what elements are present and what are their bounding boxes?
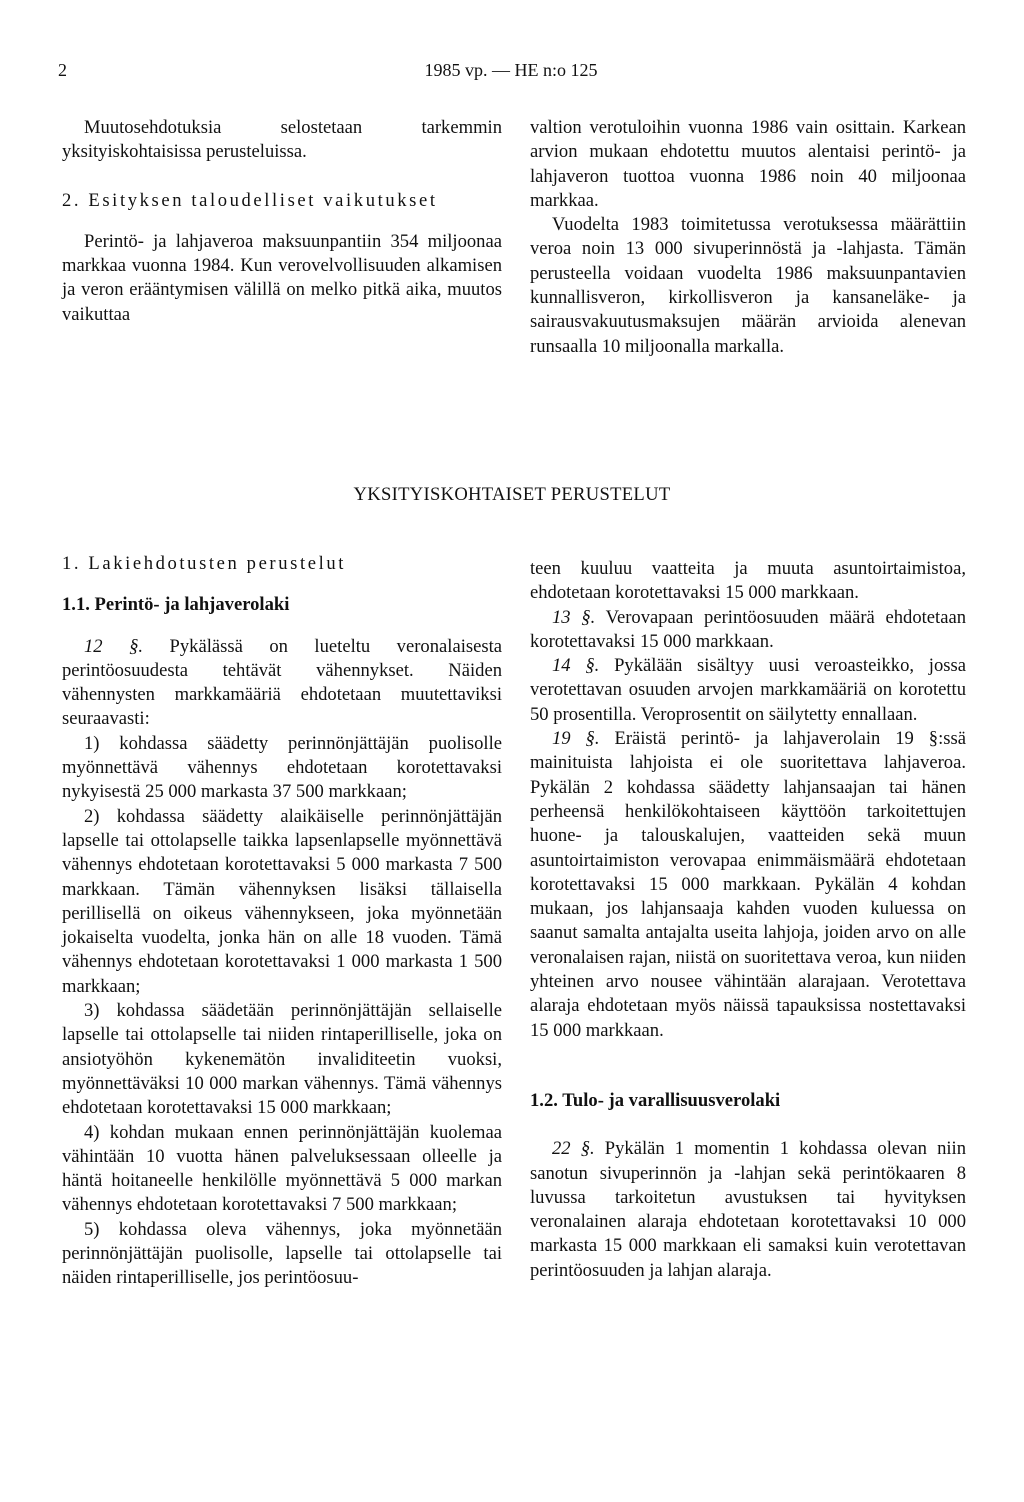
list-item-2: 2) kohdassa säädetty alaikäiselle perinnönjättäjän lapselle tai ottolapselle taikka lapsenlapselle myönnettävä vähennys ehdotetaan korotettavaksi 5 000 markasta 7 500 markkaan. Tämän vähennyksen lisäksi tällaisella perillisellä on oikeus vähennykseen, joka myönnetään jokaiselta vuodelta, jonka hän on alle 18 vuoden. Tämä vähennys ehdotetaan korotettavaksi 1 000 markasta 1 500 markkaan; (62, 805, 502, 997)
section-number-22: 22 §. (552, 1138, 595, 1160)
item-5-continuation: teen kuuluu vaatteita ja muuta asuntoirtaimistoa, ehdotetaan korotettavaksi 15 000 markkaan. (530, 558, 966, 604)
subsection-heading-inheritance-tax: 1.1. Perintö- ja lahjaverolaki (62, 594, 290, 616)
section-number-19: 19 §. (552, 728, 600, 750)
paragraph-19 (530, 727, 966, 1043)
paragraph-13 (530, 606, 966, 655)
right-column-bottom (530, 557, 966, 1283)
paragraph-22-text: Pykälän 1 momentin 1 kohdassa olevan niin sanotun sivuperinnön ja -lahjan sekä perintökaaren 8 luvussa tarkoitetun avustuksen tai hyvityksen veronalainen alaraja ehdotetaan korotettavaksi 10 000 markasta 15 000 markkaan eli samaksi kuin verotettavan perintöosuuden ja lahjan alaraja. (530, 1138, 966, 1281)
section-heading-justifications: 1. Lakiehdotusten perustelut (62, 553, 346, 574)
page-number: 2 (58, 60, 67, 80)
paragraph-13-text: Verovapaan perintöosuuden määrä ehdotetaan korotettavaksi 15 000 markkaan. (530, 606, 967, 652)
list-item-4: 4) kohdan mukaan ennen perinnönjättäjän kuolemaa vähintään 10 vuotta hänen palveluksessaan olleelle ja häntä hoitaneelle henkilölle myönnettävä 5 000 markan vähennys ehdotetaan korotettavaksi 7 500 markkaan; (62, 1121, 502, 1216)
municipal-tax-paragraph: Vuodelta 1983 toimitetussa verotuksessa määrättiin veroa noin 13 000 sivuperinnöstä ja -lahjasta. Tämän perusteella voidaan vuodelta 1986 maksuunpantavien kunnallisveron, kirkollisveron ja kansaneläke- ja sairausvakuutusmaksujen määrän arvioida alenevan runsaalla 10 miljoonalla markalla. (530, 214, 966, 357)
economic-effects-paragraph: Perintö- ja lahjaveroa maksuunpantiin 354 miljoonaa markkaa vuonna 1984. Kun verovelvollisuuden alkamisen ja veron erääntymisen välillä on melko pitkä aika, muutos vaikuttaa (62, 230, 502, 325)
paragraph-19-text: Eräistä perintö- ja lahjaverolain 19 §:ssä mainituista lahjoista ei ole suoritettava lahjaveroa. Pykälän 2 kohdassa säädetty lahjansaajan tai hänen perheensä henkilökohtaiseen käyttöön tarkoitettujen huone- ja talouskalujen, vaatteiden sekä muun asuntoirtaimiston verovapaa enimmäismäärä ehdotetaan korotettavaksi 15 000 markkaan. Pykälän 4 kohdan mukaan, jos lahjansaaja kahden vuoden kuluessa on saanut samalta antajalta useita lahjoja, joiden arvo on alle veronalaisen rajan, niistä on suoritettava veroa, kun niiden yhteinen arvo nousee vähintään alarajaan. Verotettava alaraja ehdotetaan myös näissä tapauksissa nostettavaksi 15 000 markkaan. (530, 728, 966, 1041)
running-title: 1985 vp. — HE n:o 125 (424, 60, 598, 80)
section-number-14: 14 §. (552, 655, 600, 677)
right-column-top (530, 116, 966, 359)
paragraph-14 (530, 654, 966, 727)
main-title: YKSITYISKOHTAISET PERUSTELUT (353, 484, 671, 505)
revenue-paragraph: valtion verotuloihin vuonna 1986 vain osittain. Karkean arvion mukaan ehdotettu muutos alentaisi perintö- ja lahjaveron tuottoa vuonna 1986 noin 40 miljoonaa markkaa. (530, 117, 966, 211)
section-number-12: 12 §. (84, 635, 144, 657)
left-column-bottom (62, 552, 502, 1291)
list-item-3: 3) kohdassa säädetään perinnönjättäjän sellaiselle lapselle tai ottolapselle tai niiden rintaperilliselle, joka on ansiotyöhön kykenemätön invaliditeetin vuoksi, myönnettäväksi 10 000 markan vähennys. Tämä vähennys ehdotetaan korotettavaksi 15 000 markkaan; (62, 1000, 502, 1119)
paragraph-12 (62, 635, 502, 732)
paragraph-12-text: Pykälässä on lueteltu veronalaisesta perintöosuudesta tehtävät vähennykset. Näiden vähennysten markkamääriä ehdotetaan muutettaviksi seuraavasti: (62, 635, 503, 730)
list-item-5: 5) kohdassa oleva vähennys, joka myönnetään perinnönjättäjän puolisolle, lapselle tai ottolapselle tai näiden rintaperilliselle, jos perintöosuu- (62, 1218, 502, 1289)
page-header (58, 60, 964, 86)
list-item-1: 1) kohdassa säädetty perinnönjättäjän puolisolle myönnettävä vähennys ehdotetaan korotettavaksi nykyisestä 25 000 markasta 37 500 markkaan; (62, 732, 502, 803)
paragraph-14-text: Pykälään sisältyy uusi veroasteikko, jossa verotettavan osuuden arvojen markkamääriä on korotettu 50 prosentilla. Veroprosentit on säilytetty ennallaan. (530, 655, 966, 725)
intro-paragraph: Muutosehdotuksia selostetaan tarkemmin yksityiskohtaisissa perusteluissa. (62, 117, 502, 163)
left-column-top (62, 116, 502, 327)
section-heading-economic-effects: 2. Esityksen taloudelliset vaikutukset (62, 189, 438, 211)
section-number-13: 13 §. (552, 606, 596, 628)
subsection-heading-income-tax: 1.2. Tulo- ja varallisuusverolaki (530, 1089, 781, 1111)
paragraph-22 (530, 1137, 966, 1283)
